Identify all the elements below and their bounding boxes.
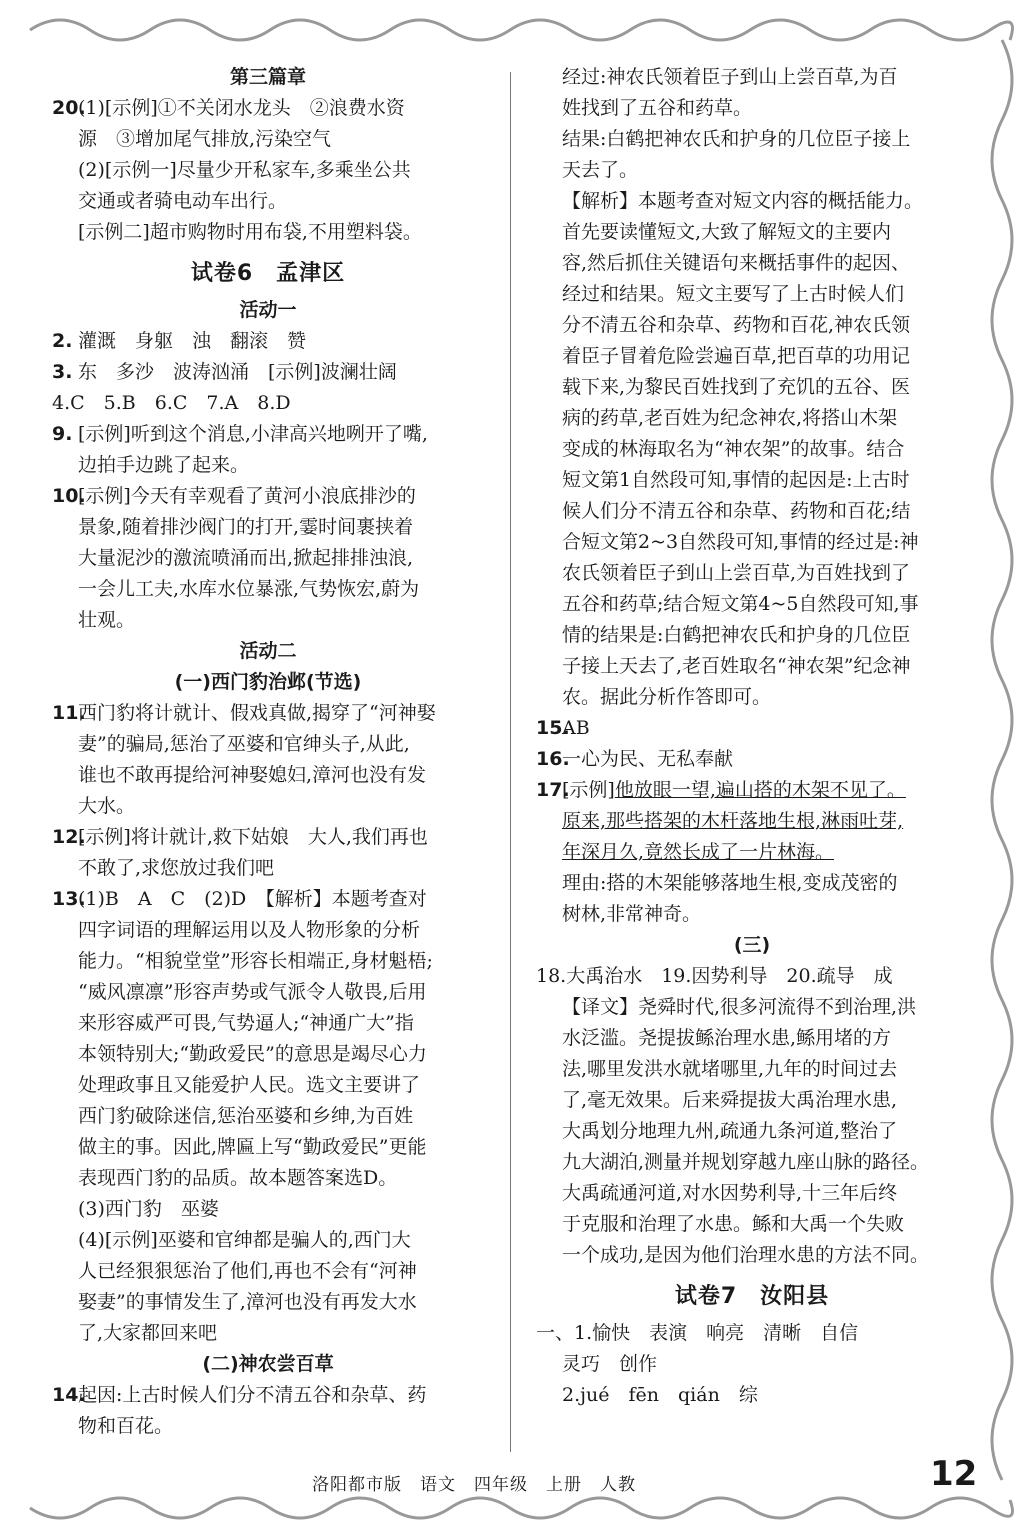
question-14-continued bbox=[536, 62, 968, 713]
answer-line: 病的药草,老百姓为纪念神农,将搭山木架 bbox=[562, 407, 898, 429]
answer-line: 交通或者骑电动车出行。 bbox=[78, 190, 288, 212]
passage-title: (一)西门豹治邺(节选) bbox=[174, 671, 362, 693]
question-number: 2. bbox=[52, 330, 73, 352]
answer-line: 【译文】尧舜时代,很多河流得不到治理,洪 bbox=[562, 996, 917, 1018]
answer-line: 五谷和药草;结合短文第4~5自然段可知,事 bbox=[562, 593, 919, 615]
answer-line: 了,大家都回来吧 bbox=[78, 1322, 218, 1344]
paper-title: 试卷6 孟津区 bbox=[190, 261, 346, 286]
answer-line: 合短文第2~3自然段可知,事情的经过是:神 bbox=[562, 531, 919, 553]
answer-line: 树林,非常神奇。 bbox=[562, 903, 702, 925]
answer-line: 理由:搭的木架能够落地生根,变成茂密的 bbox=[562, 872, 898, 894]
question-16 bbox=[536, 744, 968, 775]
question-15 bbox=[536, 713, 968, 744]
question-number: 20. bbox=[52, 97, 86, 119]
answer-line: 大禹疏通河道,对水因势利导,十三年后终 bbox=[562, 1182, 898, 1204]
question-number: 12. bbox=[52, 826, 86, 848]
answer-line: 大禹划分地理九州,疏通九条河道,整治了 bbox=[562, 1120, 898, 1142]
page-number: 12 bbox=[930, 1454, 978, 1494]
question-3 bbox=[52, 357, 484, 388]
answer-line: 不敢了,求您放过我们吧 bbox=[78, 857, 275, 879]
question-number: 9. bbox=[52, 423, 73, 445]
answer-line: 来形容威严可畏,气势逼人;“神通广大”指 bbox=[78, 1012, 414, 1034]
questions-18-20 bbox=[536, 961, 968, 992]
translation bbox=[536, 992, 968, 1271]
passage-title: (二)神农尝百草 bbox=[202, 1353, 334, 1375]
column-divider bbox=[510, 72, 511, 1452]
question-11 bbox=[52, 698, 484, 822]
answer-line: 东 多沙 波涛汹涌 [示例]波澜壮阔 bbox=[78, 361, 397, 383]
answer-line: 做主的事。因此,牌匾上写“勤政爱民”更能 bbox=[78, 1136, 427, 1158]
answer-line: 四字词语的理解运用以及人物形象的分析 bbox=[78, 919, 421, 941]
answer-line: 载下来,为黎民百姓找到了充饥的五谷、医 bbox=[562, 376, 911, 398]
answer-line: 分不清五谷和杂草、药物和百花,神农氏领 bbox=[562, 314, 911, 336]
answer-line: 4.C 5.B 6.C 7.A 8.D bbox=[52, 392, 291, 414]
answer-line: (4)[示例]巫婆和官绅都是骗人的,西门大 bbox=[78, 1229, 411, 1251]
passage-title: (三) bbox=[733, 934, 771, 956]
answer-line: “威风凛凛”形容声势或气派令人敬畏,后用 bbox=[78, 981, 427, 1003]
question-14 bbox=[52, 1380, 484, 1442]
answer-line: 【解析】本题考查对短文内容的概括能力。 bbox=[562, 190, 924, 212]
answer-line: 九大湖泊,测量并规划穿越九座山脉的路径。 bbox=[562, 1151, 930, 1173]
answer-line: 子接上天去了,老百姓取名“神农架”纪念神 bbox=[562, 655, 911, 677]
answer-line: 表现西门豹的品质。故本题答案选D。 bbox=[78, 1167, 398, 1189]
answer-line: 结果:白鹤把神农氏和护身的几位臣子接上 bbox=[562, 128, 911, 150]
answer-line: 一、1.愉快 表演 响亮 清晰 自信 bbox=[536, 1322, 859, 1344]
answer-line: 2.jué fēn qián 综 bbox=[562, 1384, 758, 1406]
paper7-question-1 bbox=[536, 1318, 968, 1380]
section-title: 第三篇章 bbox=[229, 66, 306, 88]
page-footer: 洛阳都市版 语文 四年级 上册 人教 bbox=[312, 1475, 636, 1495]
answer-line: [示例]今天有幸观看了黄河小浪底排沙的 bbox=[78, 485, 416, 507]
answer-line: 源 ③增加尾气排放,污染空气 bbox=[78, 128, 332, 150]
answer-line bbox=[562, 775, 968, 806]
underlined-quote: 他放眼一望,遍山搭的木架不见了。 bbox=[614, 779, 906, 801]
answer-line: 起因:上古时候人们分不清五谷和杂草、药 bbox=[78, 1384, 427, 1406]
question-10 bbox=[52, 481, 484, 636]
answer-line: 谁也不敢再提给河神娶媳妇,漳河也没有发 bbox=[78, 764, 427, 786]
question-number: 13. bbox=[52, 888, 86, 910]
question-17 bbox=[536, 775, 968, 930]
answer-line: 妻”的骗局,惩治了巫婆和官绅头子,从此, bbox=[78, 733, 410, 755]
answer-line: 经过和结果。短文主要写了上古时候人们 bbox=[562, 283, 905, 305]
question-number: 11. bbox=[52, 702, 86, 724]
answer-line: 壮观。 bbox=[78, 609, 136, 631]
answer-line: 大水。 bbox=[78, 795, 136, 817]
answer-line: 一会儿工夫,水库水位暴涨,气势恢宏,蔚为 bbox=[78, 578, 420, 600]
question-13 bbox=[52, 884, 484, 1349]
answer-line: 能力。“相貌堂堂”形容长相端正,身材魁梧; bbox=[78, 950, 433, 972]
answer-line: 处理政事且又能爱护人民。选文主要讲了 bbox=[78, 1074, 421, 1096]
question-number: 15. bbox=[536, 717, 570, 739]
answer-line: (1)[示例]①不关闭水龙头 ②浪费水资 bbox=[78, 97, 405, 119]
questions-4-8 bbox=[52, 388, 484, 419]
question-9 bbox=[52, 419, 484, 481]
left-column bbox=[52, 62, 484, 1442]
answer-line: 于克服和治理了水患。鲧和大禹一个失败 bbox=[562, 1213, 905, 1235]
answer-line: 容,然后抓住关键语句来概括事件的起因、 bbox=[562, 252, 911, 274]
answer-line: 农。据此分析作答即可。 bbox=[562, 686, 772, 708]
answer-line: 农氏领着臣子到山上尝百草,为百姓找到了 bbox=[562, 562, 911, 584]
answer-line: 边拍手边跳了起来。 bbox=[78, 454, 250, 476]
answer-line: 本领特别大;“勤政爱民”的意思是竭尽心力 bbox=[78, 1043, 427, 1065]
answer-line: (2)[示例一]尽量少开私家车,多乘坐公共 bbox=[78, 159, 411, 181]
answer-line: 西门豹破除迷信,惩治巫婆和乡绅,为百姓 bbox=[78, 1105, 414, 1127]
answer-line: 西门豹将计就计、假戏真做,揭穿了“河神娶 bbox=[78, 702, 436, 724]
answer-line: [示例二]超市购物时用布袋,不用塑料袋。 bbox=[78, 221, 422, 243]
answer-line: 人已经狠狠惩治了他们,再也不会有“河神 bbox=[78, 1260, 417, 1282]
answer-line: 候人们分不清五谷和杂草、药物和百花;结 bbox=[562, 500, 911, 522]
answer-line: 娶妻”的事情发生了,漳河也没有再发大水 bbox=[78, 1291, 417, 1313]
answer-line: [示例]听到这个消息,小津高兴地咧开了嘴, bbox=[78, 423, 428, 445]
right-column bbox=[536, 62, 968, 1411]
paper-title: 试卷7 汝阳县 bbox=[674, 1284, 830, 1309]
answer-line: AB bbox=[562, 717, 590, 739]
question-number: 3. bbox=[52, 361, 73, 383]
answer-line: 水泛滥。尧提拔鲧治理水患,鲧用堵的方 bbox=[562, 1027, 892, 1049]
answer-line: 18.大禹治水 19.因势利导 20.疏导 成 bbox=[536, 965, 893, 987]
activity-title: 活动二 bbox=[239, 640, 297, 662]
question-number: 14. bbox=[52, 1384, 86, 1406]
activity-title: 活动一 bbox=[239, 299, 297, 321]
answer-line: 变成的林海取名为“神农架”的故事。结合 bbox=[562, 438, 905, 460]
question-2 bbox=[52, 326, 484, 357]
question-number: 16. bbox=[536, 748, 570, 770]
answer-line: 情的结果是:白鹤把神农氏和护身的几位臣 bbox=[562, 624, 911, 646]
answer-line: (1)B A C (2)D 【解析】本题考查对 bbox=[78, 888, 427, 910]
underlined-quote: 原来,那些搭架的木杆落地生根,淋雨吐芽, bbox=[562, 810, 904, 832]
answer-line: 短文第1自然段可知,事情的起因是:上古时 bbox=[562, 469, 910, 491]
answer-line: 着臣子冒着危险尝遍百草,把百草的功用记 bbox=[562, 345, 911, 367]
answer-line: 灌溉 身躯 浊 翻滚 赞 bbox=[78, 330, 307, 352]
question-12 bbox=[52, 822, 484, 884]
answer-line: 经过:神农氏领着臣子到山上尝百草,为百 bbox=[562, 66, 898, 88]
paper7-question-2 bbox=[536, 1380, 968, 1411]
answer-line: 大量泥沙的激流喷涌而出,掀起排排浊浪, bbox=[78, 547, 414, 569]
answer-line: 物和百花。 bbox=[78, 1415, 174, 1437]
answer-line: [示例]将计就计,救下姑娘 大人,我们再也 bbox=[78, 826, 428, 848]
question-number: 10. bbox=[52, 485, 86, 507]
question-20 bbox=[52, 93, 484, 248]
underlined-quote: 年深月久,竟然长成了一片林海。 bbox=[562, 841, 835, 863]
answer-line: 天去了。 bbox=[562, 159, 639, 181]
example-tag: [示例] bbox=[562, 779, 615, 801]
answer-line: 景象,随着排沙阀门的打开,霎时间裹挟着 bbox=[78, 516, 414, 538]
answer-line: 首先要读懂短文,大致了解短文的主要内 bbox=[562, 221, 892, 243]
answer-line: 一心为民、无私奉献 bbox=[562, 748, 734, 770]
answer-line: 姓找到了五谷和药草。 bbox=[562, 97, 753, 119]
answer-line: 了,毫无效果。后来舜提拔大禹治理水患, bbox=[562, 1089, 898, 1111]
answer-line: 一个成功,是因为他们治理水患的方法不同。 bbox=[562, 1244, 930, 1266]
answer-line: (3)西门豹 巫婆 bbox=[78, 1198, 219, 1220]
answer-line: 灵巧 创作 bbox=[562, 1353, 658, 1375]
answer-line: 法,哪里发洪水就堵哪里,九年的时间过去 bbox=[562, 1058, 898, 1080]
question-number: 17. bbox=[536, 779, 570, 801]
